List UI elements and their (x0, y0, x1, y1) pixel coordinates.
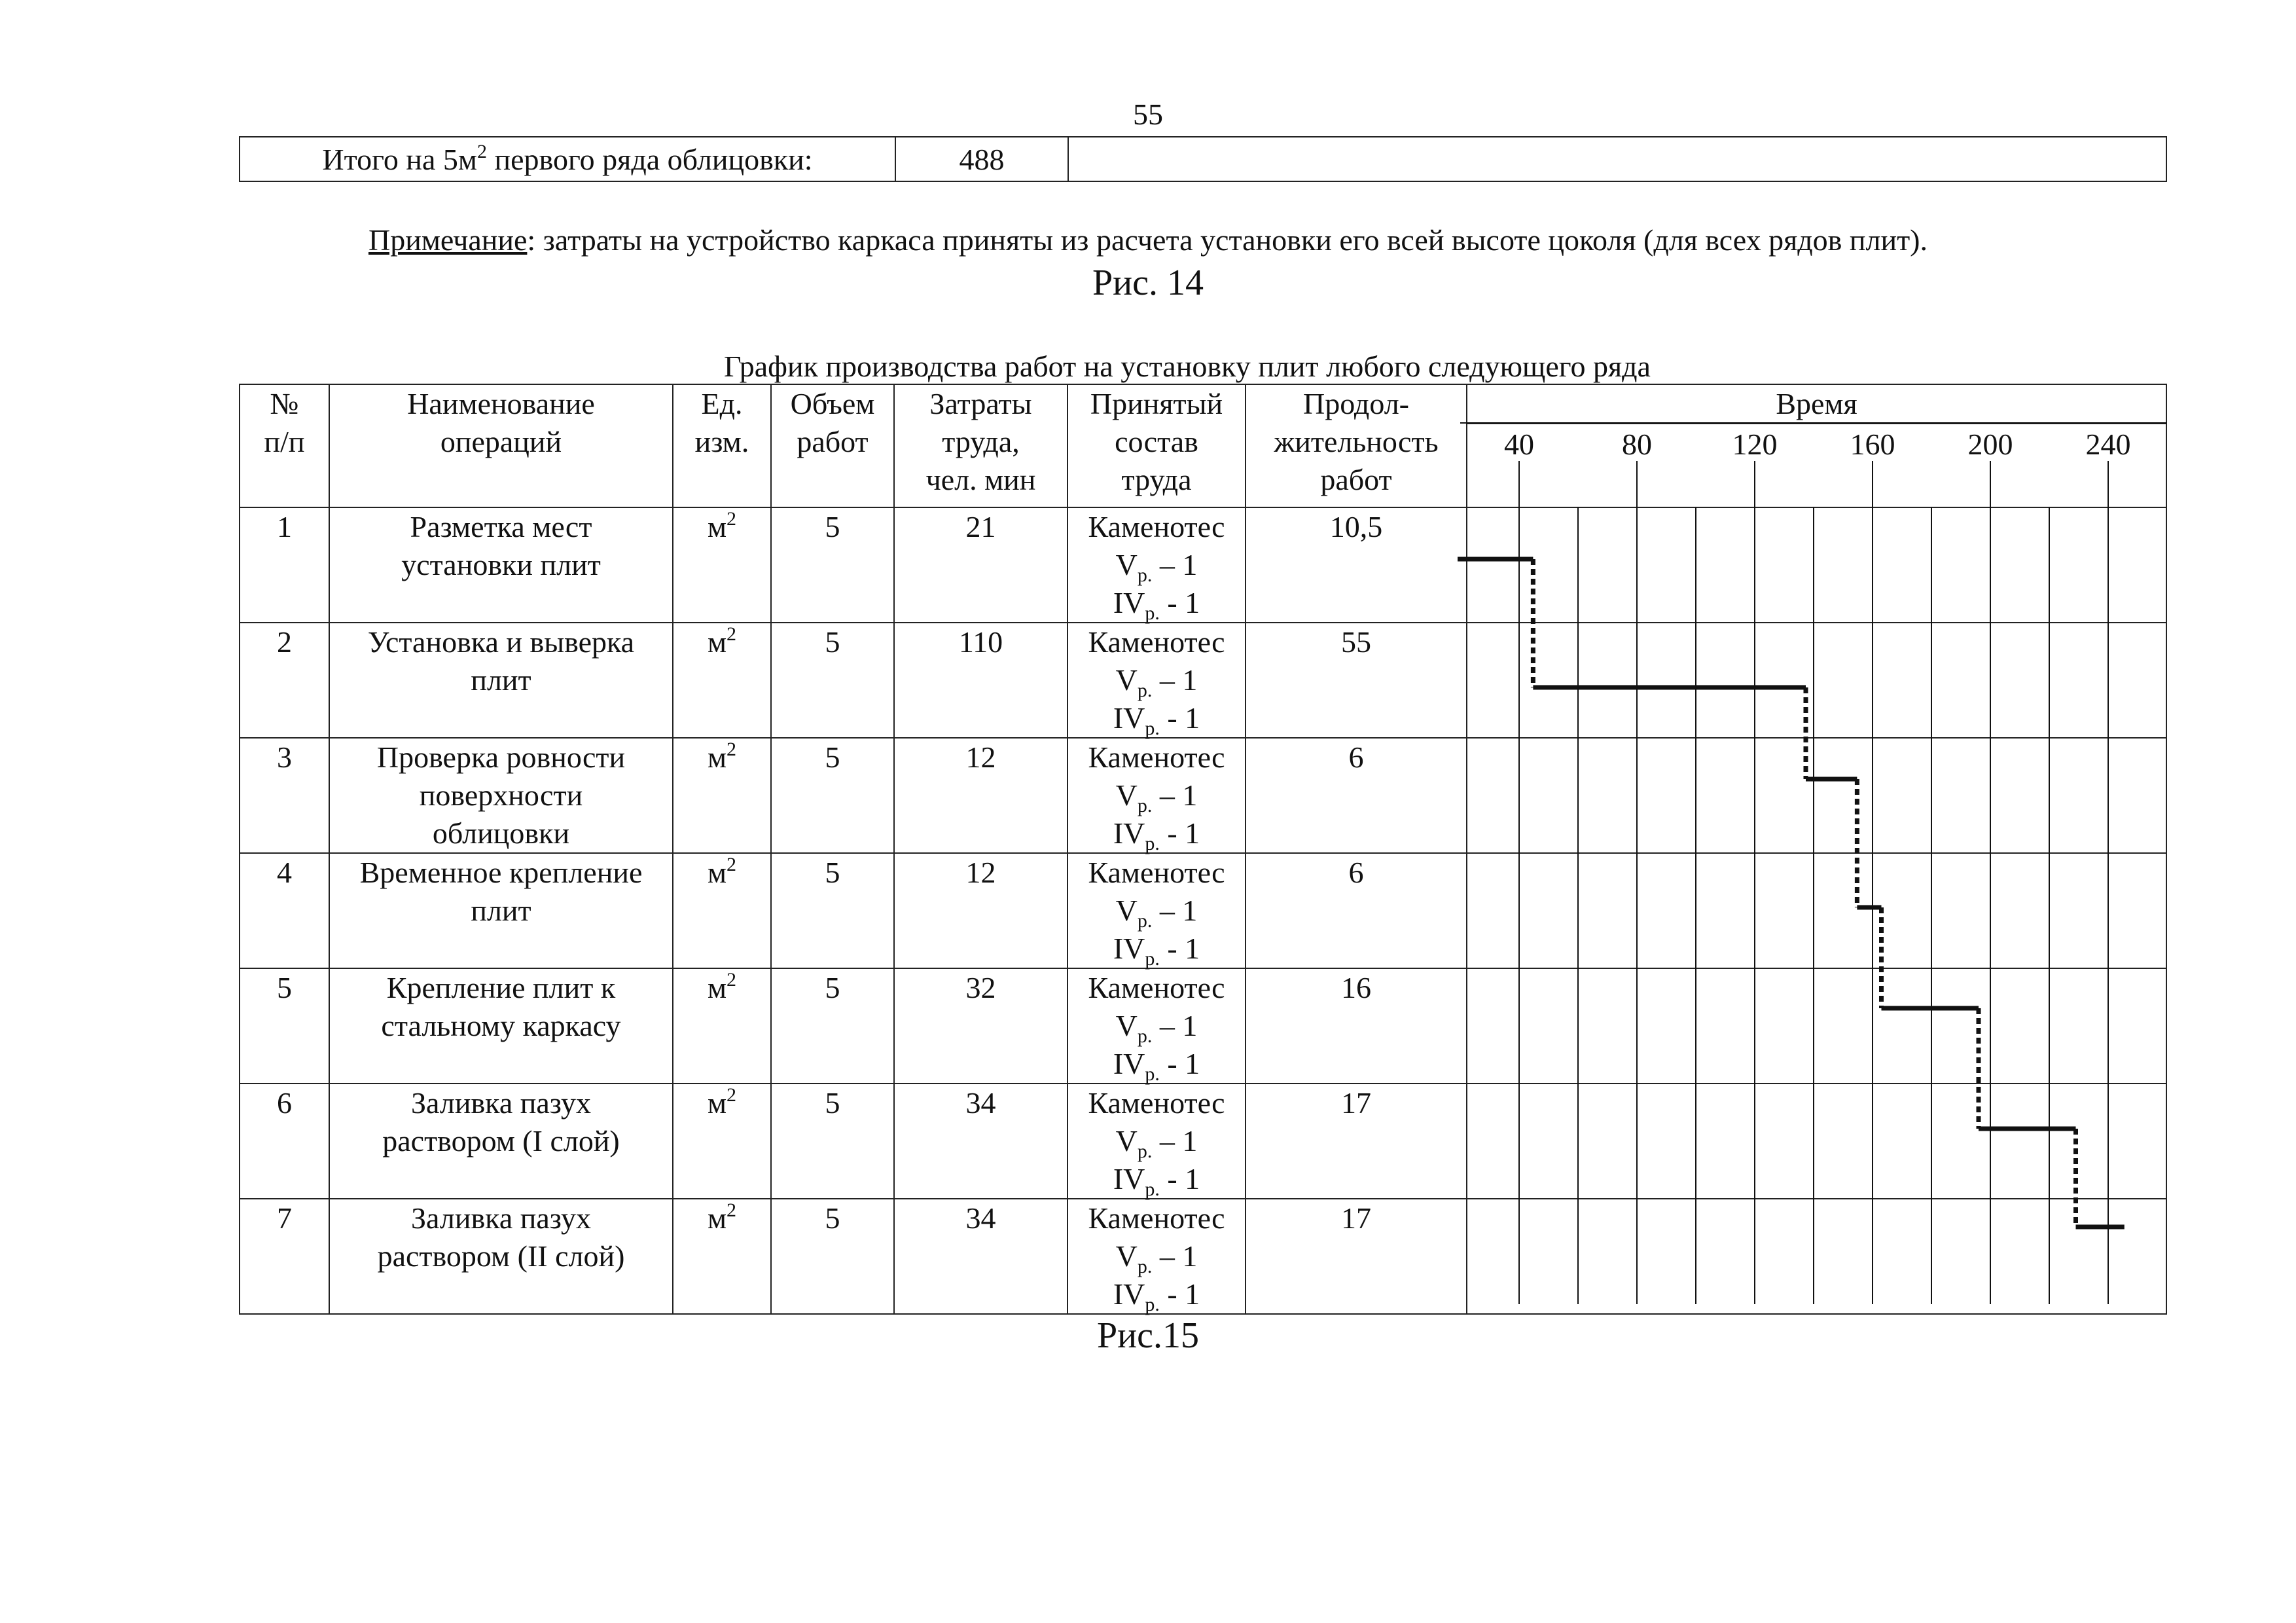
row-crew: Каменотес $V_{р.} - 1$ $IV_{р.} - 1$ (1067, 968, 1246, 1084)
note (0, 223, 2296, 257)
row-num: 6 (240, 1084, 329, 1199)
row-duration: 55 (1246, 623, 1467, 738)
row-labor: 12 (894, 853, 1067, 968)
header-labor: Затраты труда, чел. мин (894, 384, 1067, 507)
row-volume: 5 (771, 1199, 894, 1314)
row-operation-name: Проверка ровности поверхности облицовки (329, 738, 673, 853)
header-num: № п/п (240, 384, 329, 507)
time-tick-label: 240 (2085, 428, 2131, 461)
row-operation-name: Крепление плит к стальному каркасу (329, 968, 673, 1084)
row-labor: 12 (894, 738, 1067, 853)
row-volume: 5 (771, 623, 894, 738)
row-volume: 5 (771, 738, 894, 853)
row-operation-name: Разметка мест установки плит (329, 507, 673, 623)
total-table (239, 136, 2167, 182)
row-labor: 34 (894, 1199, 1067, 1314)
row-unit: $м^2$ (673, 853, 771, 968)
gantt-chart (239, 384, 2167, 1313)
row-operation-name: Временное крепление плит (329, 853, 673, 968)
row-unit: $м^2$ (673, 1199, 771, 1314)
header-volume: Объем работ (771, 384, 894, 507)
row-unit: $м^2$ (673, 1084, 771, 1199)
header-name: Наименование операций (329, 384, 673, 507)
row-crew: Каменотес $V_{р.} - 1$ $IV_{р.} - 1$ (1067, 738, 1246, 853)
header-time: Время (1467, 384, 2166, 424)
row-num: 1 (240, 507, 329, 623)
row-unit: $м^2$ (673, 968, 771, 1084)
row-crew: Каменотес $V_{р.} - 1$ $IV_{р.} - 1$ (1067, 853, 1246, 968)
schedule-title: График производства работ на установку плит любого следующего ряда (724, 350, 1651, 383)
time-tick-label: 160 (1850, 428, 1895, 461)
row-volume: 5 (771, 853, 894, 968)
time-tick-label: 40 (1504, 428, 1534, 461)
row-duration: 10,5 (1246, 507, 1467, 623)
row-operation-name: Заливка пазух раствором (I слой) (329, 1084, 673, 1199)
row-duration: 16 (1246, 968, 1467, 1084)
time-tick-label: 120 (1732, 428, 1778, 461)
note-prefix: Примечание (368, 223, 528, 257)
row-operation-name: Установка и выверка плит (329, 623, 673, 738)
row-crew: Каменотес $V_{р.} - 1$ $IV_{р.} - 1$ (1067, 623, 1246, 738)
row-crew: Каменотес $V_{р.} - 1$ $IV_{р.} - 1$ (1067, 1199, 1246, 1314)
row-duration: 17 (1246, 1199, 1467, 1314)
time-tick-label: 200 (1967, 428, 2013, 461)
row-num: 5 (240, 968, 329, 1084)
row-duration: 6 (1246, 853, 1467, 968)
row-volume: 5 (771, 507, 894, 623)
total-label: Итого на $5м^2$ первого ряда облицовки: (240, 137, 895, 181)
row-unit: $м^2$ (673, 738, 771, 853)
header-unit: Ед. изм. (673, 384, 771, 507)
time-tick-label: 80 (1622, 428, 1652, 461)
row-duration: 6 (1246, 738, 1467, 853)
schedule-area (239, 384, 2167, 1316)
row-unit: $м^2$ (673, 623, 771, 738)
header-duration: Продол- жительность работ (1246, 384, 1467, 507)
row-num: 4 (240, 853, 329, 968)
figure-15-caption: Рис.15 (1097, 1315, 1199, 1356)
row-duration: 17 (1246, 1084, 1467, 1199)
total-value: 488 (895, 137, 1068, 181)
note-text: : затраты на устройство каркаса приняты из расчета установки его всей высоте цоколя (для всех рядов плит). (527, 223, 1928, 257)
row-num: 2 (240, 623, 329, 738)
row-num: 7 (240, 1199, 329, 1314)
row-crew: Каменотес $V_{р.} - 1$ $IV_{р.} - 1$ (1067, 507, 1246, 623)
row-crew: Каменотес $V_{р.} - 1$ $IV_{р.} - 1$ (1067, 1084, 1246, 1199)
row-volume: 5 (771, 1084, 894, 1199)
row-volume: 5 (771, 968, 894, 1084)
figure-14-caption: Рис. 14 (1092, 263, 1204, 303)
total-empty-cell (1068, 137, 2166, 181)
row-labor: 34 (894, 1084, 1067, 1199)
row-labor: 21 (894, 507, 1067, 623)
page-number: 55 (1133, 98, 1163, 131)
row-num: 3 (240, 738, 329, 853)
row-labor: 32 (894, 968, 1067, 1084)
row-unit: $м^2$ (673, 507, 771, 623)
row-operation-name: Заливка пазух раствором (II слой) (329, 1199, 673, 1314)
header-crew: Принятый состав труда (1067, 384, 1246, 507)
row-labor: 110 (894, 623, 1067, 738)
